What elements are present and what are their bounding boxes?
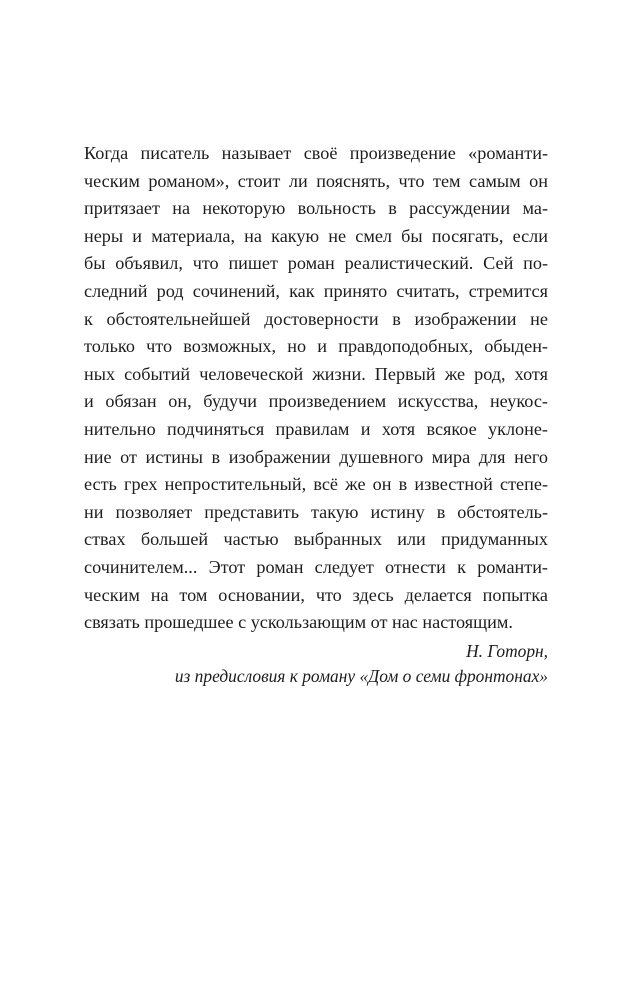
text-line: следний род сочинений, как принято считать, стремится [84, 280, 548, 301]
text-line: сочинителем... Этот роман следует отнести к романти- [84, 556, 548, 577]
epigraph-block [84, 140, 548, 689]
text-line: притязает на некоторую вольность в рассуждении ма- [84, 198, 548, 219]
text-line: есть грех непростительный, всё же он в известной степе- [84, 474, 548, 495]
text-line: ствах большей частью выбранных или придуманных [84, 529, 548, 550]
epigraph-attribution [84, 639, 548, 689]
text-line: ние от истины в изображении душевного мира для него [84, 446, 548, 467]
text-line: ческим романом», стоит ли пояснять, что тем самым он [84, 170, 548, 191]
text-line: ческим на том основании, что здесь делается попытка [84, 584, 548, 605]
source-title: из предисловия к роману «Дом о семи фронтонах» [174, 665, 548, 686]
text-line: связать прошедшее с ускользающим от нас настоящим. [84, 612, 513, 633]
text-line: ных событий человеческой жизни. Первый же род, хотя [84, 363, 548, 384]
text-line: только что возможных, но и правдоподобных, обыден- [84, 336, 548, 357]
text-line: ни позволяет представить такую истину в обстоятель- [84, 501, 548, 522]
text-line: Когда писатель называет своё произведение «романти- [84, 143, 548, 163]
epigraph-text [84, 140, 548, 637]
text-line: неры и материала, на какую не смел бы посягать, если [84, 225, 548, 246]
text-line: бы объявил, что пишет роман реалистический. Сей по- [84, 253, 548, 274]
text-line: и обязан он, будучи произведением искусства, неукос- [84, 391, 548, 412]
text-line: нительно подчиняться правилам и хотя всякое уклоне- [84, 418, 548, 439]
author-name: Н. Готорн, [466, 640, 548, 661]
text-line: к обстоятельнейшей достоверности в изображении не [84, 308, 548, 329]
